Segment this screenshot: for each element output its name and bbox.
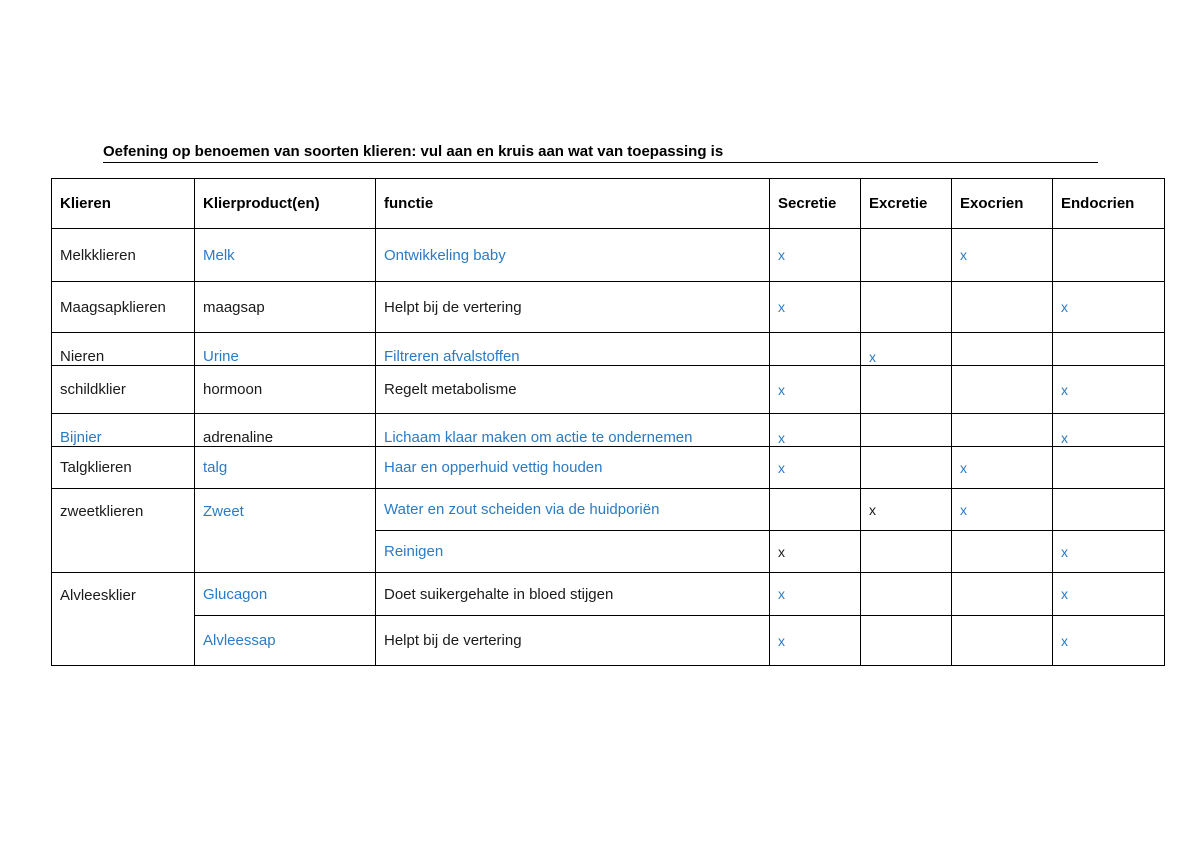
cell-klier: Alvleesklier — [52, 573, 195, 666]
cell-functie: Regelt metabolisme — [376, 366, 770, 414]
cell-secretie: x — [770, 414, 861, 447]
cell-endocrien — [1053, 489, 1165, 531]
table-row — [52, 573, 1165, 616]
cell-product: Alvleessap — [195, 616, 376, 666]
cell-klier: schildklier — [52, 366, 195, 414]
table-row — [52, 333, 1165, 366]
header-klierproducten: Klierproduct(en) — [195, 179, 376, 229]
table-row — [52, 616, 1165, 666]
cell-product: Melk — [195, 229, 376, 282]
cell-klier: Melkklieren — [52, 229, 195, 282]
cell-functie: Helpt bij de vertering — [376, 616, 770, 666]
cell-secretie: x — [770, 616, 861, 666]
header-klieren: Klieren — [52, 179, 195, 229]
cell-secretie: x — [770, 573, 861, 616]
cell-klier: zweetklieren — [52, 489, 195, 573]
cell-functie: Water en zout scheiden via de huidporiën — [376, 489, 770, 531]
cell-excretie — [861, 573, 952, 616]
cell-endocrien: x — [1053, 282, 1165, 333]
cell-endocrien — [1053, 229, 1165, 282]
table-row — [52, 229, 1165, 282]
cell-product: Urine — [195, 333, 376, 366]
cell-exocrien — [952, 616, 1053, 666]
cell-endocrien — [1053, 333, 1165, 366]
cell-product: Zweet — [195, 489, 376, 573]
cell-exocrien: x — [952, 447, 1053, 489]
cell-excretie — [861, 531, 952, 573]
cell-klier: Maagsapklieren — [52, 282, 195, 333]
cell-secretie: x — [770, 447, 861, 489]
cell-secretie: x — [770, 229, 861, 282]
cell-excretie: x — [861, 333, 952, 366]
cell-klier: Bijnier — [52, 414, 195, 447]
cell-endocrien: x — [1053, 414, 1165, 447]
cell-secretie: x — [770, 531, 861, 573]
cell-exocrien — [952, 573, 1053, 616]
cell-functie: Ontwikkeling baby — [376, 229, 770, 282]
cell-endocrien: x — [1053, 531, 1165, 573]
cell-endocrien: x — [1053, 366, 1165, 414]
cell-klier: Talgklieren — [52, 447, 195, 489]
cell-functie: Filtreren afvalstoffen — [376, 333, 770, 366]
cell-exocrien: x — [952, 229, 1053, 282]
cell-exocrien — [952, 366, 1053, 414]
table-row — [52, 489, 1165, 531]
cell-secretie — [770, 489, 861, 531]
table-header-row — [52, 179, 1165, 229]
klieren-table — [51, 178, 1165, 666]
cell-product: talg — [195, 447, 376, 489]
cell-exocrien: x — [952, 489, 1053, 531]
page-title: Oefening op benoemen van soorten klieren: vul aan en kruis aan wat van toepassing is — [103, 143, 1098, 163]
cell-secretie: x — [770, 366, 861, 414]
cell-functie: Reinigen — [376, 531, 770, 573]
header-secretie: Secretie — [770, 179, 861, 229]
cell-functie: Haar en opperhuid vettig houden — [376, 447, 770, 489]
cell-functie: Doet suikergehalte in bloed stijgen — [376, 573, 770, 616]
cell-klier: Nieren — [52, 333, 195, 366]
cell-excretie — [861, 447, 952, 489]
table-row — [52, 282, 1165, 333]
cell-excretie — [861, 414, 952, 447]
cell-endocrien — [1053, 447, 1165, 489]
cell-excretie — [861, 229, 952, 282]
cell-product: adrenaline — [195, 414, 376, 447]
cell-secretie: x — [770, 282, 861, 333]
cell-excretie: x — [861, 489, 952, 531]
cell-functie: Helpt bij de vertering — [376, 282, 770, 333]
cell-product: hormoon — [195, 366, 376, 414]
cell-excretie — [861, 616, 952, 666]
cell-exocrien — [952, 531, 1053, 573]
cell-exocrien — [952, 282, 1053, 333]
cell-excretie — [861, 366, 952, 414]
table-row — [52, 447, 1165, 489]
header-exocrien: Exocrien — [952, 179, 1053, 229]
header-endocrien: Endocrien — [1053, 179, 1165, 229]
cell-product: Glucagon — [195, 573, 376, 616]
cell-product: maagsap — [195, 282, 376, 333]
cell-excretie — [861, 282, 952, 333]
table-row — [52, 366, 1165, 414]
cell-endocrien: x — [1053, 616, 1165, 666]
cell-functie: Lichaam klaar maken om actie te ondernemen — [376, 414, 770, 447]
cell-exocrien — [952, 414, 1053, 447]
header-excretie: Excretie — [861, 179, 952, 229]
cell-endocrien: x — [1053, 573, 1165, 616]
table-row — [52, 414, 1165, 447]
cell-exocrien — [952, 333, 1053, 366]
header-functie: functie — [376, 179, 770, 229]
cell-secretie — [770, 333, 861, 366]
